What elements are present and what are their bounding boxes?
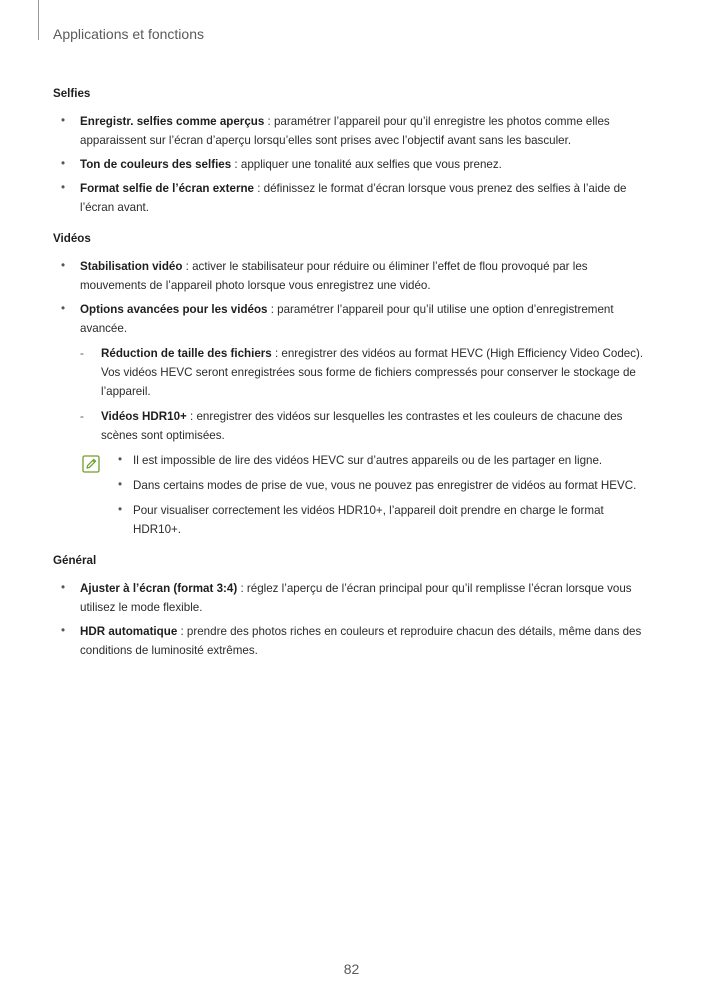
dash-icon: - — [80, 347, 84, 360]
list-item — [53, 179, 653, 217]
note-text: Il est impossible de lire des vidéos HEVC sur d’autres appareils ou de les partager en ligne. — [133, 454, 603, 467]
sub-list-item — [53, 407, 653, 445]
section-title: Général — [53, 554, 97, 567]
dash-icon: - — [80, 410, 84, 423]
setting-description: : réglez l’aperçu de l’écran principal pour qu’il remplisse l’écran lorsque vous utilisez le mode flexible. — [80, 582, 632, 614]
sub-list-item — [53, 344, 653, 401]
list-item — [53, 155, 653, 174]
setting-description: : appliquer une tonalité aux selfies que vous prenez. — [231, 158, 502, 171]
bullet-icon: • — [61, 302, 66, 315]
setting-description: : enregistrer des vidéos au format HEVC (High Efficiency Video Codec). Vos vidéos HEVC seront enregistrées sous forme de fichiers compressés pour conserver le stockage de l’appareil. — [101, 347, 644, 398]
running-header: Applications et fonctions — [53, 26, 204, 42]
note-text: Pour visualiser correctement les vidéos HDR10+, l’appareil doit prendre en charge le format HDR10+. — [133, 504, 604, 536]
setting-term: Vidéos HDR10+ — [101, 410, 187, 423]
header-rule — [38, 0, 39, 40]
setting-term: Ajuster à l’écran (format 3:4) — [80, 582, 238, 595]
section-videos — [53, 229, 653, 539]
setting-description: : définissez le format d’écran lorsque vous prenez des selfies à l’aide de l’écran avant. — [80, 182, 627, 214]
page-number: 82 — [343, 961, 360, 977]
section-general — [53, 551, 653, 660]
section-title: Selfies — [53, 87, 91, 100]
bullet-icon: • — [61, 624, 66, 637]
section-title: Vidéos — [53, 232, 91, 245]
pencil-note-icon — [82, 455, 100, 473]
list-item — [53, 112, 653, 150]
setting-description: : paramétrer l’appareil pour qu’il utilise une option d’enregistrement avancée. — [80, 303, 614, 335]
setting-description: : prendre des photos riches en couleurs et reproduire chacun des détails, même dans des conditions de luminosité extrêmes. — [80, 625, 642, 657]
bullet-icon: • — [118, 453, 123, 466]
setting-description: : paramétrer l’appareil pour qu’il enregistre les photos comme elles apparaissent sur l’écran d’aperçu lorsqu’elles sont prises avec l’objectif avant sans les basculer. — [80, 115, 610, 147]
list-item — [53, 622, 653, 660]
list-item — [53, 257, 653, 295]
bullet-icon: • — [118, 478, 123, 491]
bullet-icon: • — [61, 181, 66, 194]
setting-description: : enregistrer des vidéos sur lesquelles les contrastes et les couleurs de chacune des scènes sont optimisées. — [101, 410, 623, 442]
setting-description: : activer le stabilisateur pour réduire ou éliminer l’effet de flou provoqué par les mouvements de l’appareil photo lorsque vous enregistrez une vidéo. — [80, 260, 588, 292]
setting-term: Options avancées pour les vidéos — [80, 303, 268, 316]
bullet-icon: • — [61, 157, 66, 170]
bullet-icon: • — [61, 259, 66, 272]
bullet-icon: • — [118, 503, 123, 516]
list-item — [53, 579, 653, 617]
note-item — [118, 451, 653, 470]
setting-term: Enregistr. selfies comme aperçus — [80, 115, 265, 128]
note-block — [53, 451, 653, 539]
note-text: Dans certains modes de prise de vue, vous ne pouvez pas enregistrer de vidéos au format HEVC. — [133, 479, 637, 492]
note-item — [118, 476, 653, 495]
section-selfies — [53, 84, 653, 217]
list-item — [53, 300, 653, 338]
setting-term: Format selfie de l’écran externe — [80, 182, 254, 195]
setting-term: Stabilisation vidéo — [80, 260, 183, 273]
setting-term: HDR automatique — [80, 625, 178, 638]
page-content — [53, 84, 653, 672]
bullet-icon: • — [61, 581, 66, 594]
bullet-icon: • — [61, 114, 66, 127]
setting-term: Ton de couleurs des selfies — [80, 158, 232, 171]
setting-term: Réduction de taille des fichiers — [101, 347, 272, 360]
note-item — [118, 501, 653, 539]
